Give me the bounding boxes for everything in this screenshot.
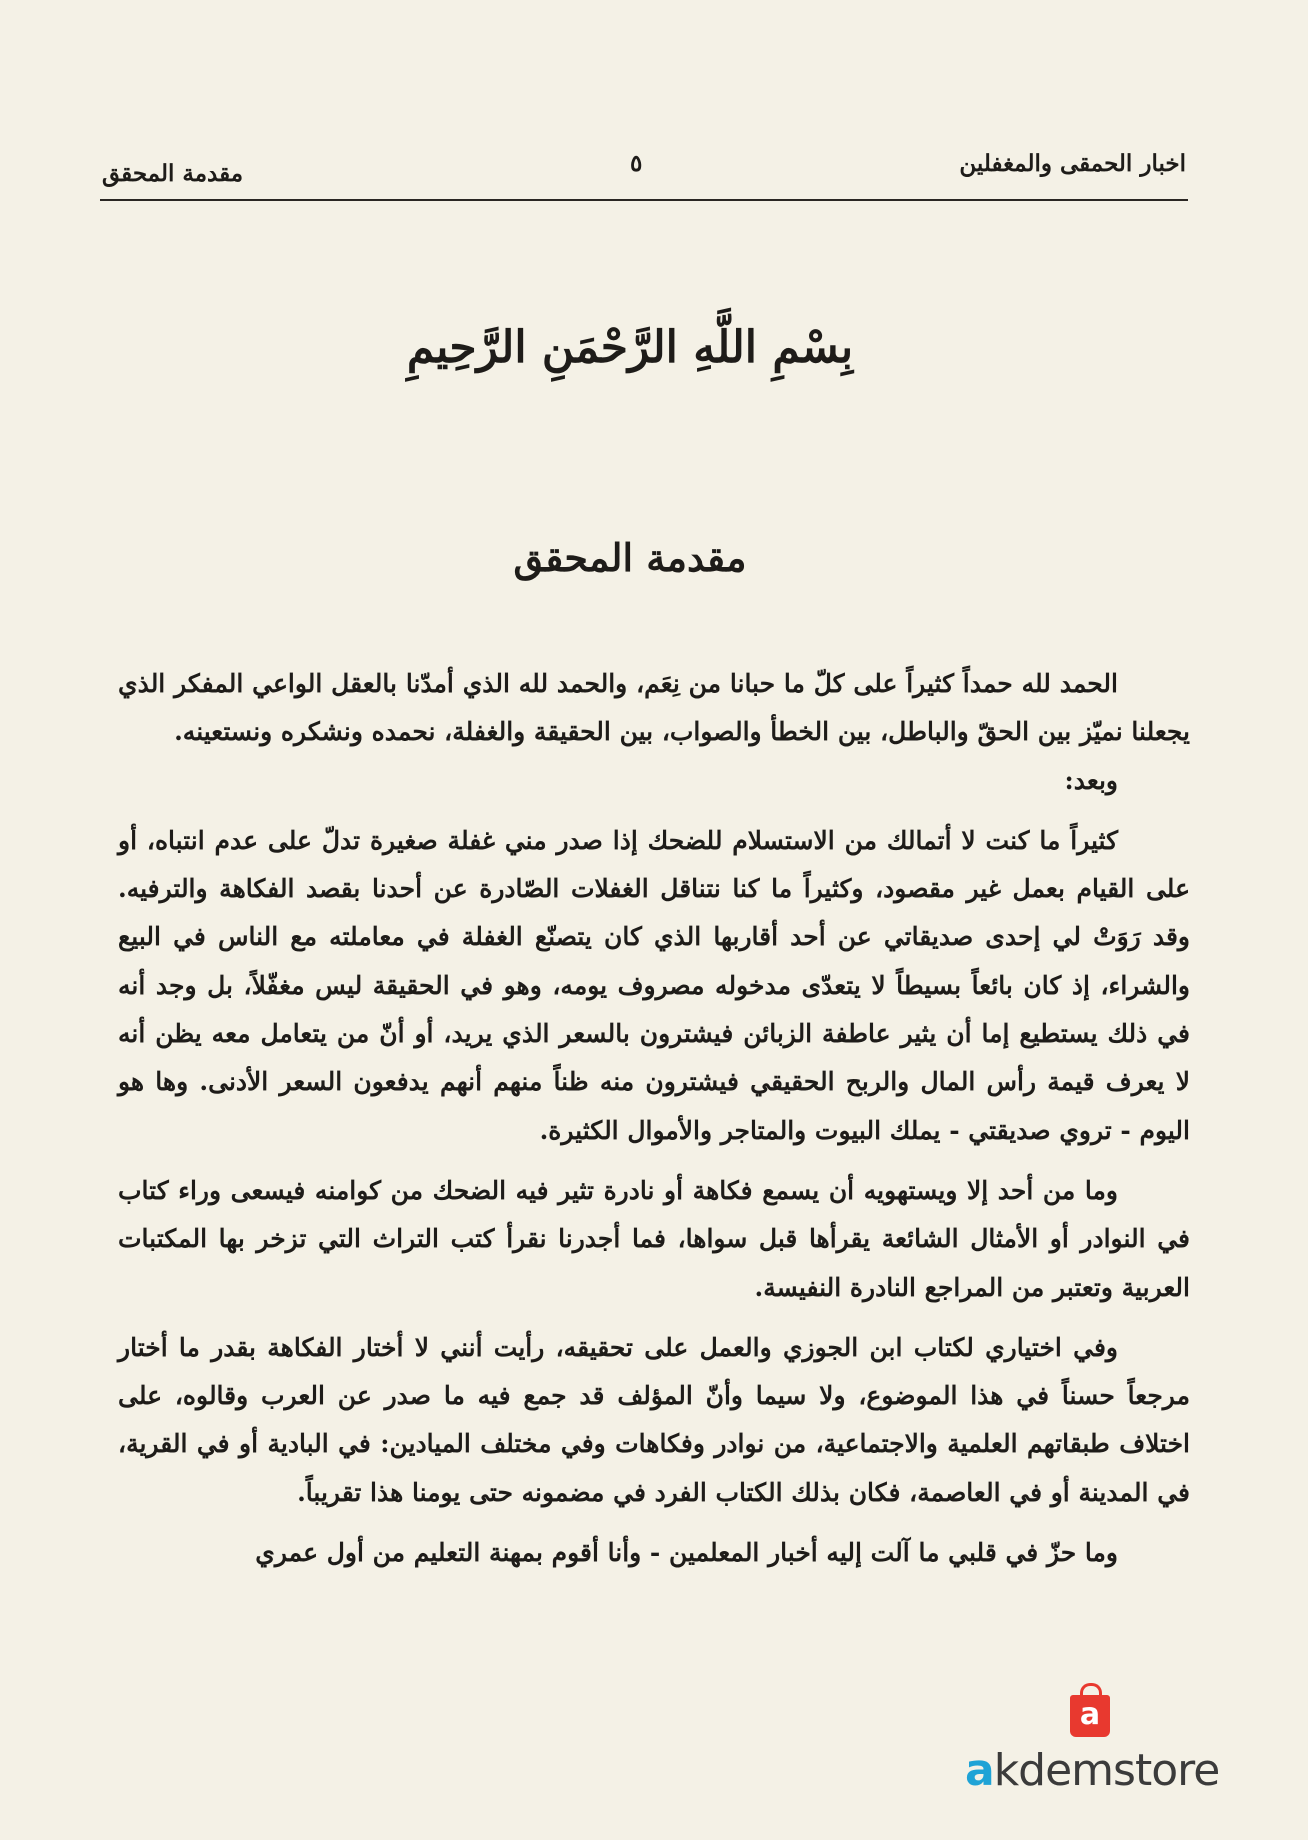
basmala: بِسْمِ اللَّهِ الرَّحْمَنِ الرَّحِيمِ — [406, 322, 854, 373]
shopping-bag-icon — [1070, 1695, 1110, 1737]
store-watermark — [965, 1683, 1235, 1803]
paragraph-wa-baad: وبعد: — [1064, 765, 1118, 795]
paragraph-3: وما من أحد إلا ويستهويه أن يسمع فكاهة أو نادرة تثير فيه الضحك من كوامنه فيسعى وراء كتاب في النوادر أو الأمثال الشائعة يقرأها قبل سواها، فما أجدرنا نقرأ كتب التراث التي تزخر بها المكتبات العربية وتعتبر من المراجع النادرة النفيسة. — [118, 1175, 1190, 1302]
paragraph-1: الحمد لله حمداً كثيراً على كلّ ما حبانا من نِعَم، والحمد لله الذي أمدّنا بالعقل الواعي المفكر الذي يجعلنا نميّز بين الحقّ والباطل، بين الخطأ والصواب، بين الحقيقة والغفلة، نحمده ونشكره ونستعينه. — [118, 669, 1190, 747]
page-number: ٥ — [630, 150, 643, 177]
running-header-book-title: اخبار الحمقى والمغفلين — [959, 150, 1186, 177]
body-text — [118, 660, 1190, 1577]
header-divider — [100, 199, 1188, 201]
watermark-brand — [965, 1745, 1219, 1796]
paragraph-4: وفي اختياري لكتاب ابن الجوزي والعمل على تحقيقه، رأيت أنني لا أختار الفكاهة بقدر ما أختار مرجعاً حسناً في هذا الموضوع، ولا سيما وأنّ المؤلف قد جمع فيه ما صدر عن العرب وقالوه، على اختلاف طبقاتهم العلمية والاجتماعية، من نوادر وفكاهات وفي مختلف الميادين: في البادية أو في القرية، في المدينة أو في العاصمة، فكان بذلك الكتاب الفرد في مضمونه حتى يومنا هذا تقريباً. — [118, 1332, 1190, 1507]
watermark-brand-accent: a — [965, 1745, 994, 1796]
paragraph-5: وما حزّ في قلبي ما آلت إليه أخبار المعلمين - وأنا أقوم بمهنة التعليم من أول عمري — [255, 1538, 1118, 1568]
chapter-title: مقدمة المحقق — [513, 535, 747, 580]
running-header-section: مقدمة المحقق — [102, 160, 244, 187]
bag-letter: a — [1079, 1697, 1101, 1732]
paragraph-2: كثيراً ما كنت لا أتمالك من الاستسلام للضحك إذا صدر مني غفلة صغيرة تدلّ على عدم انتباه، أو على القيام بعمل غير مقصود، وكثيراً ما كنا نتناقل الغفلات الصّادرة عن أحدنا بقصد الفكاهة والترفيه. وقد رَوَتْ لي إحدى صديقاتي عن أحد أقاربها الذي كان يتصنّع الغفلة في معاملته مع الناس في البيع والشراء، إذ كان بائعاً بسيطاً لا يتعدّى مدخوله مصروف يومه، وهو في الحقيقة ليس مغفّلاً، بل وجد أنه في ذلك يستطيع إما أن يثير عاطفة الزبائن فيشترون بالسعر الذي يريد، أو أنّ من يتعامل معه يظن أنه لا يعرف قيمة رأس المال والربح الحقيقي فيشترون منه ظناً منهم أنهم يدفعون السعر الأدنى. وها هو اليوم - تروي صديقتي - يملك البيوت والمتاجر والأموال الكثيرة. — [118, 825, 1190, 1145]
watermark-brand-rest: kdemstore — [993, 1745, 1220, 1796]
